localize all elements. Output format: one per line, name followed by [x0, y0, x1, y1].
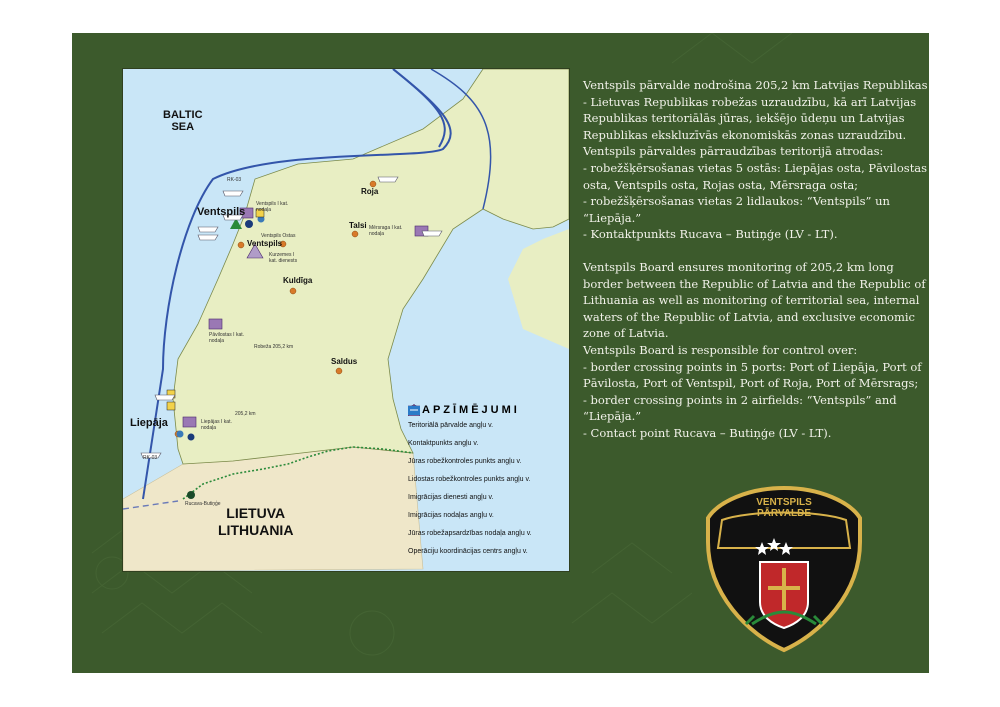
badge-line2: PĀRVALDE: [756, 508, 812, 519]
note-km: 205,2 km: [235, 411, 256, 417]
note-border-km: Robeža 205,2 km: [254, 344, 294, 350]
talsi-dot: [352, 231, 358, 237]
latvian-paragraph: Ventspils pārvalde nodrošina 205,2 km Latvijas Republikas - Lietuvas Republikas robežas uzraudzību, kā arī Latvijas Republikas teritoriālās jūras, iekšējo ūdeņu un Latvijas Republikas ekskluzīvās ekonomiskās zonas uzraudzību.: [583, 78, 928, 142]
city-talsi: Talsi: [349, 221, 367, 230]
note-pavilostas: Pāvilostas I kat. nodaļa: [209, 332, 245, 344]
note-kurzemes: Kurzemes I kat. dienests: [269, 252, 298, 264]
english-paragraph: - border crossing points in 5 ports: Port of Liepāja, Port of Pāvilosta, Port of Ventspil, Port of Roja, Port of Mērsrags;: [583, 359, 922, 391]
ship-label-1: RK-03: [227, 177, 242, 183]
city-roja: Roja: [361, 187, 379, 196]
english-paragraph: Ventspils Board is responsible for control over:: [583, 342, 858, 357]
sea-label: BALTIC SEA: [163, 109, 203, 133]
legend-item: Kontaktpunkts angļu v.: [408, 440, 568, 456]
legend-item: Operāciju koordinācijas centrs angļu v.: [408, 548, 568, 564]
legend-item: Imigrācijas dienesti angļu v.: [408, 494, 568, 510]
ship-label-2: RK-03: [143, 455, 158, 461]
note-ventspils-osta: Ventspils Ostas: [261, 233, 296, 239]
english-paragraph: Ventspils Board ensures monitoring of 205,2 km long border between the Republic of Latvia and the Republic of Lithuania as well as monitoring of territorial sea, internal waters of the Republic of Latvia, and exclusive economic zone of Latvia.: [583, 259, 926, 341]
ventspils-dot: [238, 242, 244, 248]
border-map: [122, 68, 570, 572]
legend-item: Jūras robežapsardzības nodaļa angļu v.: [408, 530, 568, 546]
badge-line1: VENTSPILS: [756, 497, 812, 508]
kuldiga-dot: [290, 288, 296, 294]
legend-item: Teritoriālā pārvalde angļu v.: [408, 422, 568, 438]
english-paragraph: - Contact point Rucava – Butiņģe (LV - LT).: [583, 425, 832, 440]
latvian-paragraph: - Kontaktpunkts Rucava – Butiņģe (LV - LT).: [583, 227, 838, 242]
note-liepajas: Liepājas I kat. nodaļa: [201, 419, 232, 431]
map-legend: [408, 404, 568, 566]
city-saldus: Saldus: [331, 357, 358, 366]
description-text: [583, 77, 928, 441]
city-ventspils: Ventspils: [197, 206, 246, 218]
legend-item: Jūras robežkontroles punkts angļu v.: [408, 458, 568, 474]
english-paragraph: - border crossing points in 2 airfields: “Ventspils” and “Liepāja.”: [583, 392, 897, 424]
note-ventspils-unit: Ventspils I kat. nodaļa: [256, 201, 289, 213]
saldus-dot: [336, 368, 342, 374]
city-ventspils-small: Ventspils: [247, 239, 283, 248]
ventspils-board-badge: [700, 484, 868, 654]
operations-centre-icon: [408, 404, 420, 416]
note-mersraga: Mērsraga I kat. nodaļa: [369, 225, 403, 237]
latvian-paragraph: Ventspils pārvaldes pārraudzības teritorijā atrodas:: [583, 144, 884, 159]
latvian-paragraph: - robežšķērsošanas vietas 5 ostās: Liepājas osta, Pāvilostas osta, Ventspils osta, Rojas osta, Mērsraga osta;: [583, 160, 928, 192]
city-kuldiga: Kuldīga: [283, 276, 313, 285]
legend-title: APZĪMĒJUMI: [422, 404, 520, 416]
note-rucava: Rucava-Butiņģe: [185, 501, 221, 507]
legend-item: Imigrācijas nodaļas angļu v.: [408, 512, 568, 528]
country-label: LIETUVA LITHUANIA: [218, 505, 294, 538]
city-liepaja: Liepāja: [130, 417, 168, 429]
legend-item: Lidostas robežkontroles punkts angļu v.: [408, 476, 568, 492]
latvian-paragraph: - robežšķērsošanas vietas 2 lidlaukos: “Ventspils” un “Liepāja.”: [583, 194, 890, 225]
